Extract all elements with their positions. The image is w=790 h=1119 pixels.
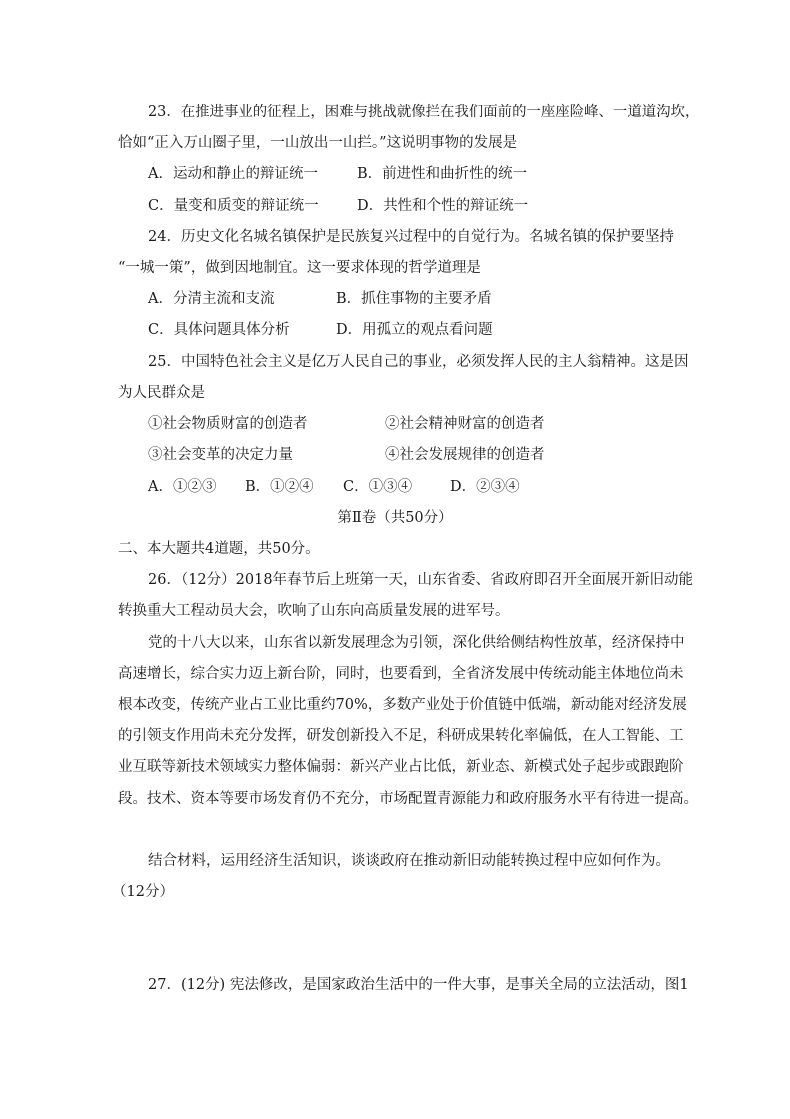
- q23-stem-line1: 23．在推进事业的征程上，困难与挑战就像拦在我们面前的一座座险峰、一道道沟坎，: [148, 104, 700, 120]
- q24-option-b: B．抓住事物的主要矛盾: [336, 291, 492, 307]
- q23-option-d: D．共性和个性的辩证统一: [357, 198, 529, 214]
- q24-stem-line2: “一城一策”，做到因地制宜。这一要求体现的哲学道理是: [118, 260, 481, 276]
- q26-question-score: （12分）: [112, 884, 174, 900]
- q24-option-c: C．具体问题具体分析: [148, 322, 290, 338]
- section-2-title: 第Ⅱ卷（共50分）: [337, 510, 453, 526]
- q25-item-4: ④社会发展规律的创造者: [385, 447, 545, 463]
- q24-stem-line1: 24．历史文化名城名镇保护是民族复兴过程中的自觉行为。名城名镇的保护要坚持: [148, 229, 674, 245]
- q26-material-line5: 业互联等新技术领域实力整体偏弱：新兴产业占比低，新业态、新模式处子起步或跟跑阶: [118, 759, 684, 775]
- q25-item-3: ③社会变革的决定力量: [148, 447, 293, 463]
- q23-option-c: C．量变和质变的辩证统一: [148, 198, 319, 214]
- q26-question-line1: 结合材料，运用经济生活知识，谈谈政府在推动新旧动能转换过程中应如何作为。: [148, 853, 670, 869]
- q25-option-a: A．①②③: [148, 479, 217, 495]
- q25-option-d: D．②③④: [450, 479, 520, 495]
- q26-material-line2: 高速增长，综合实力迈上新台阶，同时，也要看到，全省济发展中传统动能主体地位尚未: [118, 666, 684, 682]
- q23-option-b: B．前进性和曲折性的统一: [357, 166, 528, 182]
- q26-material-line4: 的引领支作用尚未充分发挥，研发创新投入不足，科研成果转化率偏低，在人工智能、工: [118, 728, 684, 744]
- q25-stem-line1: 25．中国特色社会主义是亿万人民自己的事业，必须发挥人民的主人翁精神。这是因: [148, 354, 689, 370]
- q23-option-a: A．运动和静止的辩证统一: [148, 166, 318, 182]
- q26-material-line6: 段。技术、资本等要市场发育仍不充分，市场配置青源能力和政府服务水平有待进一提高。: [118, 791, 698, 807]
- q25-stem-line2: 为人民群众是: [118, 385, 205, 401]
- q24-option-a: A．分清主流和支流: [148, 291, 275, 307]
- q25-item-1: ①社会物质财富的创造者: [148, 416, 308, 432]
- q23-stem-line2: 恰如“正入万山圈子里，一山放出一山拦。”这说明事物的发展是: [118, 135, 518, 151]
- q27-stem-line1: 27．(12分) 宪法修改，是国家政治生活中的一件大事，是事关全局的立法活动，图1: [148, 977, 689, 993]
- q24-option-d: D．用孤立的观点看问题: [336, 322, 493, 338]
- q25-option-b: B．①②④: [245, 479, 314, 495]
- q25-item-2: ②社会精神财富的创造者: [385, 416, 545, 432]
- q25-option-c: C．①③④: [343, 479, 413, 495]
- q26-material-line3: 根本改变，传统产业占工业比重约70%，多数产业处于价值链中低端，新动能对经济发展: [118, 697, 687, 713]
- section-2-intro: 二、本大题共4道题，共50分。: [118, 541, 320, 557]
- q26-material-line1: 党的十八大以来，山东省以新发展理念为引领，深化供给侧结构性放革，经济保持中: [148, 635, 685, 651]
- q26-stem-line2: 转换重大工程动员大会，吹响了山东向高质量发展的进军号。: [118, 603, 510, 619]
- q26-stem-line1: 26．（12分）2018年春节后上班第一天，山东省委、省政府即召开全面展开新旧动能: [148, 572, 694, 588]
